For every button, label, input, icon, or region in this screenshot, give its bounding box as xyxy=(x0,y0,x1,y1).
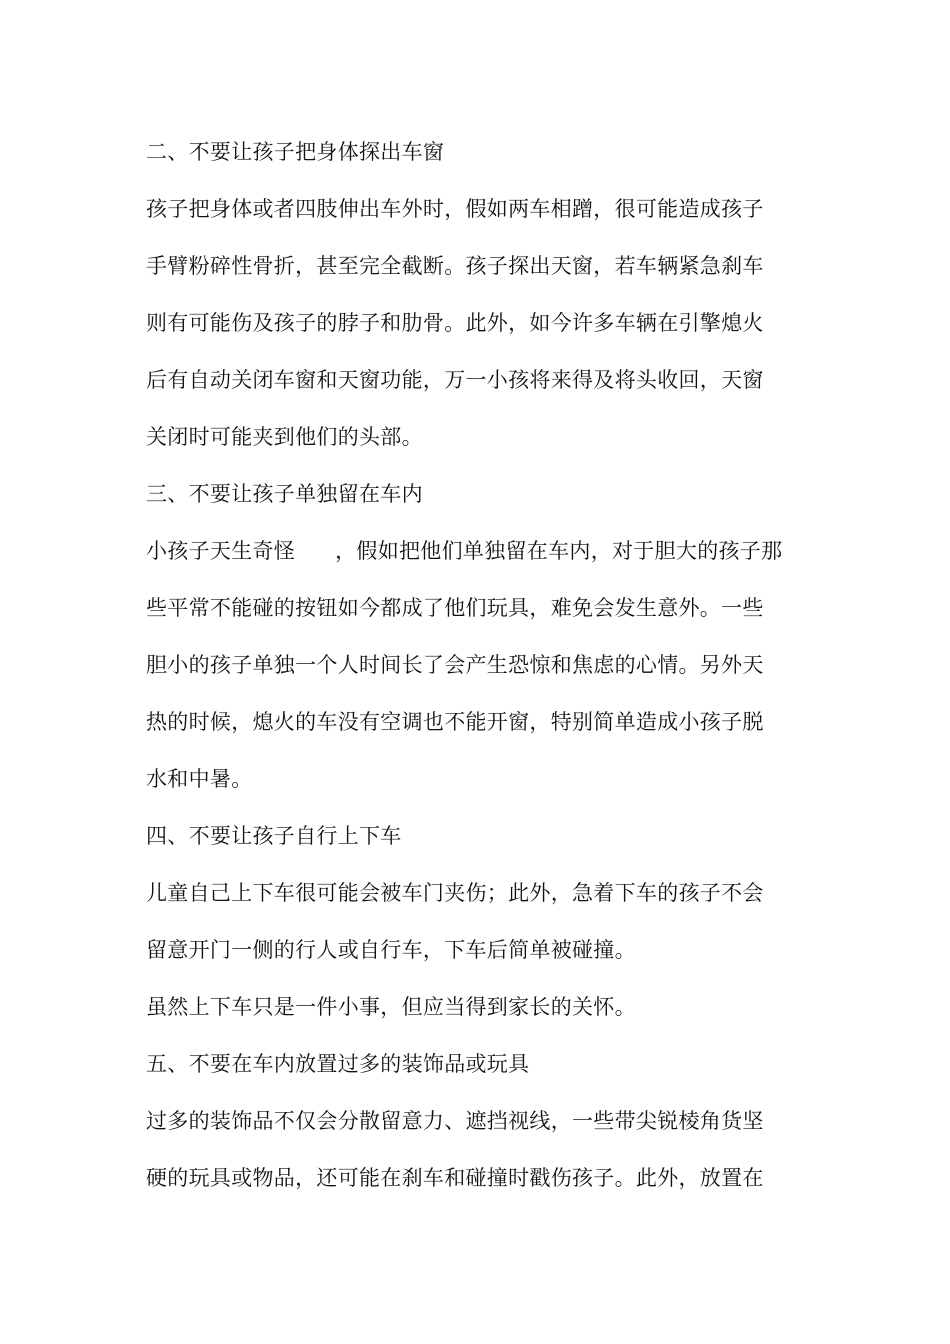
paragraph-line: 虽然上下车只是一件小事，但应当得到家长的关怀。 xyxy=(146,995,636,1019)
paragraph-line: 热的时候，熄火的车没有空调也不能开窗，特别简单造成小孩子脱 xyxy=(146,710,764,734)
section-heading-5: 五、不要在车内放置过多的装饰品或玩具 xyxy=(146,1052,530,1076)
paragraph-line: 留意开门一侧的行人或自行车，下车后简单被碰撞。 xyxy=(146,938,636,962)
paragraph-line: 关闭时可能夹到他们的头部。 xyxy=(146,425,423,449)
paragraph-line: 手臂粉碎性骨折，甚至完全截断。孩子探出天窗，若车辆紧急刹车 xyxy=(146,254,764,278)
section-heading-4: 四、不要让孩子自行上下车 xyxy=(146,824,402,848)
paragraph-line: 孩子把身体或者四肢伸出车外时，假如两车相蹭，很可能造成孩子 xyxy=(146,197,764,221)
paragraph-line: 过多的装饰品不仅会分散留意力、遮挡视线，一些带尖锐棱角货坚 xyxy=(146,1109,764,1133)
paragraph-line: 水和中暑。 xyxy=(146,767,253,791)
paragraph-line xyxy=(146,523,808,580)
paragraph-line: 后有自动关闭车窗和天窗功能，万一小孩将来得及将头收回，天窗 xyxy=(146,368,764,392)
paragraph-line: 儿童自己上下车很可能会被车门夹伤；此外，急着下车的孩子不会 xyxy=(146,881,764,905)
paragraph-fragment: 小孩子天生奇怪 xyxy=(146,539,296,563)
paragraph-line: 硬的玩具或物品，还可能在刹车和碰撞时戳伤孩子。此外，放置在 xyxy=(146,1166,764,1190)
paragraph-fragment: ，假如把他们单独留在车内，对于胆大的孩子那 xyxy=(335,539,783,563)
section-heading-3: 三、不要让孩子单独留在车内 xyxy=(146,482,423,506)
section-heading-2: 二、不要让孩子把身体探出车窗 xyxy=(146,140,445,164)
paragraph-line: 则有可能伤及孩子的脖子和肋骨。此外，如今许多车辆在引擎熄火 xyxy=(146,311,764,335)
document-body xyxy=(146,124,808,1207)
paragraph-line: 些平常不能碰的按钮如今都成了他们玩具，难免会发生意外。一些 xyxy=(146,596,764,620)
paragraph-line: 胆小的孩子单独一个人时间长了会产生恐惊和焦虑的心情。另外天 xyxy=(146,653,764,677)
